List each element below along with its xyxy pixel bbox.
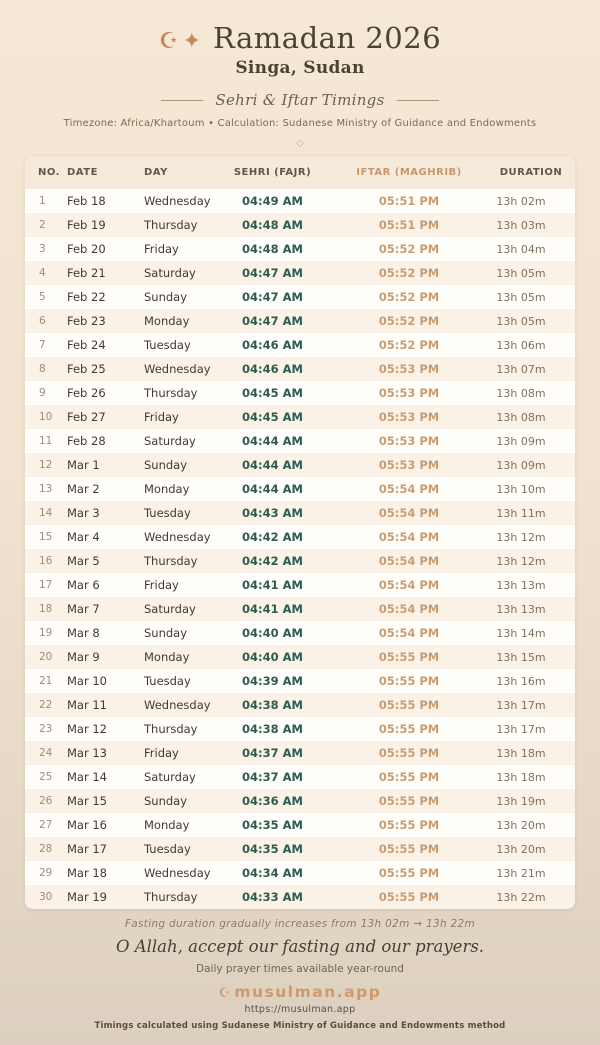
cell-sehri: 04:40 AM <box>242 650 303 664</box>
table-row <box>25 453 575 477</box>
cell-duration: 13h 08m <box>496 410 546 424</box>
cell-duration: 13h 21m <box>496 866 546 880</box>
timezone-calculation-meta: Timezone: Africa/Khartoum • Calculation: Sudanese Ministry of Guidance and Endowments <box>63 118 537 129</box>
cell-no: 25 <box>39 771 53 783</box>
cell-no: 24 <box>39 747 53 759</box>
cell-sehri: 04:46 AM <box>242 362 303 376</box>
cell-date: Mar 3 <box>67 506 100 520</box>
cell-no: 12 <box>39 459 53 471</box>
cell-day: Sunday <box>144 458 188 472</box>
dua-text: O Allah, accept our fasting and our prayers. <box>115 937 485 956</box>
cell-sehri: 04:41 AM <box>242 602 303 616</box>
cell-duration: 13h 08m <box>496 386 546 400</box>
cell-date: Mar 11 <box>67 698 107 712</box>
cell-date: Mar 2 <box>67 482 100 496</box>
cell-no: 13 <box>39 483 53 495</box>
table-row <box>25 429 575 453</box>
table-row <box>25 573 575 597</box>
cell-sehri: 04:47 AM <box>242 266 303 280</box>
cell-iftar: 05:54 PM <box>378 626 440 640</box>
cell-no: 28 <box>39 843 53 855</box>
cell-iftar: 05:55 PM <box>378 866 440 880</box>
cell-date: Feb 24 <box>67 338 106 352</box>
column-header-duration: DURATION <box>487 156 575 189</box>
cell-day: Tuesday <box>144 842 191 856</box>
cell-sehri: 04:35 AM <box>242 842 303 856</box>
cell-no: 23 <box>39 723 53 735</box>
cell-duration: 13h 09m <box>496 434 546 448</box>
cell-day: Wednesday <box>144 194 211 208</box>
cell-iftar: 05:54 PM <box>378 554 440 568</box>
column-header-no: NO. <box>25 156 67 189</box>
cell-day: Saturday <box>144 434 196 448</box>
cell-date: Feb 27 <box>67 410 106 424</box>
cell-no: 7 <box>39 339 46 351</box>
cell-day: Thursday <box>144 890 198 904</box>
cell-duration: 13h 18m <box>496 770 546 784</box>
cell-duration: 13h 17m <box>496 722 546 736</box>
cell-duration: 13h 22m <box>496 890 546 904</box>
table-row <box>25 285 575 309</box>
cell-iftar: 05:55 PM <box>378 890 440 904</box>
location-title: Singa, Sudan <box>235 58 365 78</box>
cell-day: Thursday <box>144 722 198 736</box>
cell-date: Mar 15 <box>67 794 107 808</box>
cell-sehri: 04:41 AM <box>242 578 303 592</box>
cell-no: 18 <box>39 603 53 615</box>
timetable-card <box>25 156 575 909</box>
duration-note: Fasting duration gradually increases from 13h 02m → 13h 22m <box>124 918 476 930</box>
timetable-header <box>25 156 575 189</box>
cell-no: 6 <box>39 315 46 327</box>
cell-sehri: 04:47 AM <box>242 314 303 328</box>
cell-iftar: 05:53 PM <box>378 362 440 376</box>
title-text: Ramadan 2026 <box>213 21 442 55</box>
cell-date: Feb 21 <box>67 266 106 280</box>
page-footer <box>0 918 600 1031</box>
cell-day: Sunday <box>144 794 188 808</box>
cell-sehri: 04:48 AM <box>242 242 303 256</box>
page-title <box>0 21 600 59</box>
cell-no: 9 <box>39 387 46 399</box>
cell-iftar: 05:53 PM <box>378 434 440 448</box>
cell-no: 1 <box>39 195 46 207</box>
cell-day: Saturday <box>144 770 196 784</box>
cell-duration: 13h 09m <box>496 458 546 472</box>
cell-day: Thursday <box>144 554 198 568</box>
cell-day: Monday <box>144 650 190 664</box>
cell-duration: 13h 06m <box>496 338 546 352</box>
cell-no: 16 <box>39 555 53 567</box>
table-row <box>25 525 575 549</box>
cell-date: Feb 22 <box>67 290 106 304</box>
table-row <box>25 549 575 573</box>
cell-day: Thursday <box>144 386 198 400</box>
table-row <box>25 813 575 837</box>
timetable <box>25 156 575 909</box>
table-row <box>25 597 575 621</box>
cell-day: Saturday <box>144 266 196 280</box>
cell-sehri: 04:47 AM <box>242 290 303 304</box>
table-row <box>25 861 575 885</box>
cell-duration: 13h 03m <box>496 218 546 232</box>
cell-day: Friday <box>144 242 179 256</box>
column-header-day: DAY <box>144 156 214 189</box>
cell-date: Mar 18 <box>67 866 107 880</box>
table-row <box>25 717 575 741</box>
cell-date: Mar 8 <box>67 626 100 640</box>
table-row <box>25 837 575 861</box>
cell-sehri: 04:42 AM <box>242 530 303 544</box>
cell-iftar: 05:53 PM <box>378 410 440 424</box>
cell-date: Mar 4 <box>67 530 100 544</box>
cell-iftar: 05:51 PM <box>378 218 440 232</box>
table-row <box>25 261 575 285</box>
cell-iftar: 05:55 PM <box>378 674 440 688</box>
cell-iftar: 05:54 PM <box>378 482 440 496</box>
table-row <box>25 477 575 501</box>
cell-iftar: 05:53 PM <box>378 386 440 400</box>
cell-date: Feb 23 <box>67 314 106 328</box>
cell-iftar: 05:51 PM <box>378 194 440 208</box>
cell-date: Feb 18 <box>67 194 106 208</box>
cell-sehri: 04:36 AM <box>242 794 303 808</box>
brand-name: musulman.app <box>234 983 382 1001</box>
cell-day: Saturday <box>144 602 196 616</box>
cell-duration: 13h 20m <box>496 818 546 832</box>
cell-sehri: 04:45 AM <box>242 386 303 400</box>
cell-date: Feb 19 <box>67 218 106 232</box>
cell-date: Feb 25 <box>67 362 106 376</box>
cell-sehri: 04:38 AM <box>242 698 303 712</box>
cell-no: 30 <box>39 891 53 903</box>
cell-date: Mar 7 <box>67 602 100 616</box>
cell-sehri: 04:34 AM <box>242 866 303 880</box>
table-row <box>25 741 575 765</box>
table-row <box>25 333 575 357</box>
cell-date: Mar 17 <box>67 842 107 856</box>
cell-no: 26 <box>39 795 53 807</box>
calculation-method-note: Timings calculated using Sudanese Ministry of Guidance and Endowments method <box>94 1021 506 1031</box>
diamond-ornament-icon: ◇ <box>296 138 304 149</box>
left-divider-line <box>161 100 203 101</box>
cell-iftar: 05:55 PM <box>378 650 440 664</box>
cell-iftar: 05:54 PM <box>378 602 440 616</box>
cell-duration: 13h 13m <box>496 578 546 592</box>
cell-sehri: 04:49 AM <box>242 194 303 208</box>
cell-sehri: 04:48 AM <box>242 218 303 232</box>
cell-date: Mar 19 <box>67 890 107 904</box>
cell-duration: 13h 20m <box>496 842 546 856</box>
cell-sehri: 04:39 AM <box>242 674 303 688</box>
table-row <box>25 405 575 429</box>
cell-duration: 13h 05m <box>496 290 546 304</box>
table-row <box>25 621 575 645</box>
cell-iftar: 05:55 PM <box>378 698 440 712</box>
cell-no: 4 <box>39 267 46 279</box>
cell-duration: 13h 15m <box>496 650 546 664</box>
cell-day: Tuesday <box>144 506 191 520</box>
cell-sehri: 04:44 AM <box>242 458 303 472</box>
timetable-body <box>25 189 575 909</box>
cell-duration: 13h 04m <box>496 242 546 256</box>
table-row <box>25 885 575 909</box>
table-row <box>25 357 575 381</box>
table-row <box>25 669 575 693</box>
cell-sehri: 04:37 AM <box>242 770 303 784</box>
cell-date: Feb 28 <box>67 434 106 448</box>
brand-url[interactable]: https://musulman.app <box>244 1004 356 1015</box>
cell-duration: 13h 11m <box>496 506 546 520</box>
cell-duration: 13h 05m <box>496 266 546 280</box>
right-divider-line <box>397 100 439 101</box>
cell-iftar: 05:55 PM <box>378 818 440 832</box>
table-row <box>25 309 575 333</box>
cell-date: Mar 13 <box>67 746 107 760</box>
cell-date: Feb 26 <box>67 386 106 400</box>
cell-date: Mar 5 <box>67 554 100 568</box>
brand-crescent-icon: ☪ <box>218 986 231 1001</box>
cell-no: 11 <box>39 435 53 447</box>
cell-day: Tuesday <box>144 338 191 352</box>
cell-no: 20 <box>39 651 53 663</box>
cell-iftar: 05:53 PM <box>378 458 440 472</box>
sparkle-icon: ✦ <box>182 29 206 54</box>
table-row <box>25 645 575 669</box>
cell-no: 17 <box>39 579 53 591</box>
cell-sehri: 04:35 AM <box>242 818 303 832</box>
cell-day: Wednesday <box>144 698 211 712</box>
cell-iftar: 05:54 PM <box>378 506 440 520</box>
cell-duration: 13h 05m <box>496 314 546 328</box>
cell-duration: 13h 12m <box>496 530 546 544</box>
cell-duration: 13h 13m <box>496 602 546 616</box>
cell-day: Monday <box>144 818 190 832</box>
cell-iftar: 05:55 PM <box>378 770 440 784</box>
cell-no: 29 <box>39 867 53 879</box>
cell-no: 27 <box>39 819 53 831</box>
cell-iftar: 05:54 PM <box>378 530 440 544</box>
cell-date: Mar 9 <box>67 650 100 664</box>
cell-duration: 13h 16m <box>496 674 546 688</box>
cell-iftar: 05:55 PM <box>378 794 440 808</box>
table-row <box>25 381 575 405</box>
cell-iftar: 05:52 PM <box>378 266 440 280</box>
cell-day: Monday <box>144 314 190 328</box>
table-row <box>25 501 575 525</box>
cell-day: Sunday <box>144 626 188 640</box>
cell-iftar: 05:52 PM <box>378 338 440 352</box>
cell-day: Friday <box>144 410 179 424</box>
cell-no: 22 <box>39 699 53 711</box>
cell-day: Wednesday <box>144 530 211 544</box>
cell-iftar: 05:52 PM <box>378 242 440 256</box>
cell-duration: 13h 17m <box>496 698 546 712</box>
page-header <box>0 0 600 149</box>
cell-iftar: 05:54 PM <box>378 578 440 592</box>
cell-date: Mar 1 <box>67 458 100 472</box>
cell-duration: 13h 10m <box>496 482 546 496</box>
table-row <box>25 765 575 789</box>
column-header-iftar: IFTAR (MAGHRIB) <box>331 156 487 189</box>
cell-day: Tuesday <box>144 674 191 688</box>
cell-duration: 13h 12m <box>496 554 546 568</box>
table-row <box>25 789 575 813</box>
cell-duration: 13h 19m <box>496 794 546 808</box>
cell-duration: 13h 02m <box>496 194 546 208</box>
table-row <box>25 213 575 237</box>
cell-iftar: 05:55 PM <box>378 722 440 736</box>
table-row <box>25 189 575 213</box>
cell-no: 3 <box>39 243 46 255</box>
cell-date: Feb 20 <box>67 242 106 256</box>
cell-sehri: 04:33 AM <box>242 890 303 904</box>
cell-day: Friday <box>144 746 179 760</box>
cell-date: Mar 14 <box>67 770 107 784</box>
cell-sehri: 04:46 AM <box>242 338 303 352</box>
availability-note: Daily prayer times available year-round <box>196 963 404 975</box>
cell-no: 19 <box>39 627 53 639</box>
cell-iftar: 05:52 PM <box>378 290 440 304</box>
cell-sehri: 04:42 AM <box>242 554 303 568</box>
cell-no: 14 <box>39 507 53 519</box>
cell-date: Mar 6 <box>67 578 100 592</box>
brand-line <box>0 983 600 1001</box>
table-row <box>25 237 575 261</box>
cell-day: Sunday <box>144 290 188 304</box>
cell-day: Monday <box>144 482 190 496</box>
table-row <box>25 693 575 717</box>
cell-date: Mar 16 <box>67 818 107 832</box>
cell-sehri: 04:44 AM <box>242 482 303 496</box>
cell-day: Friday <box>144 578 179 592</box>
crescent-moon-icon: ☪ <box>158 29 183 54</box>
subtitle-text: Sehri & Iftar Timings <box>215 91 385 109</box>
cell-sehri: 04:44 AM <box>242 434 303 448</box>
cell-sehri: 04:45 AM <box>242 410 303 424</box>
cell-sehri: 04:43 AM <box>242 506 303 520</box>
cell-no: 2 <box>39 219 46 231</box>
cell-no: 15 <box>39 531 53 543</box>
cell-no: 21 <box>39 675 53 687</box>
cell-sehri: 04:37 AM <box>242 746 303 760</box>
cell-no: 10 <box>39 411 53 423</box>
column-header-sehri: SEHRI (FAJR) <box>214 156 331 189</box>
cell-date: Mar 10 <box>67 674 107 688</box>
column-header-date: DATE <box>67 156 144 189</box>
cell-iftar: 05:52 PM <box>378 314 440 328</box>
cell-day: Wednesday <box>144 866 211 880</box>
cell-duration: 13h 07m <box>496 362 546 376</box>
cell-day: Wednesday <box>144 362 211 376</box>
cell-duration: 13h 14m <box>496 626 546 640</box>
cell-iftar: 05:55 PM <box>378 746 440 760</box>
cell-no: 8 <box>39 363 46 375</box>
cell-sehri: 04:40 AM <box>242 626 303 640</box>
cell-duration: 13h 18m <box>496 746 546 760</box>
cell-iftar: 05:55 PM <box>378 842 440 856</box>
cell-no: 5 <box>39 291 46 303</box>
cell-sehri: 04:38 AM <box>242 722 303 736</box>
cell-date: Mar 12 <box>67 722 107 736</box>
subtitle-row <box>0 91 600 109</box>
cell-day: Thursday <box>144 218 198 232</box>
